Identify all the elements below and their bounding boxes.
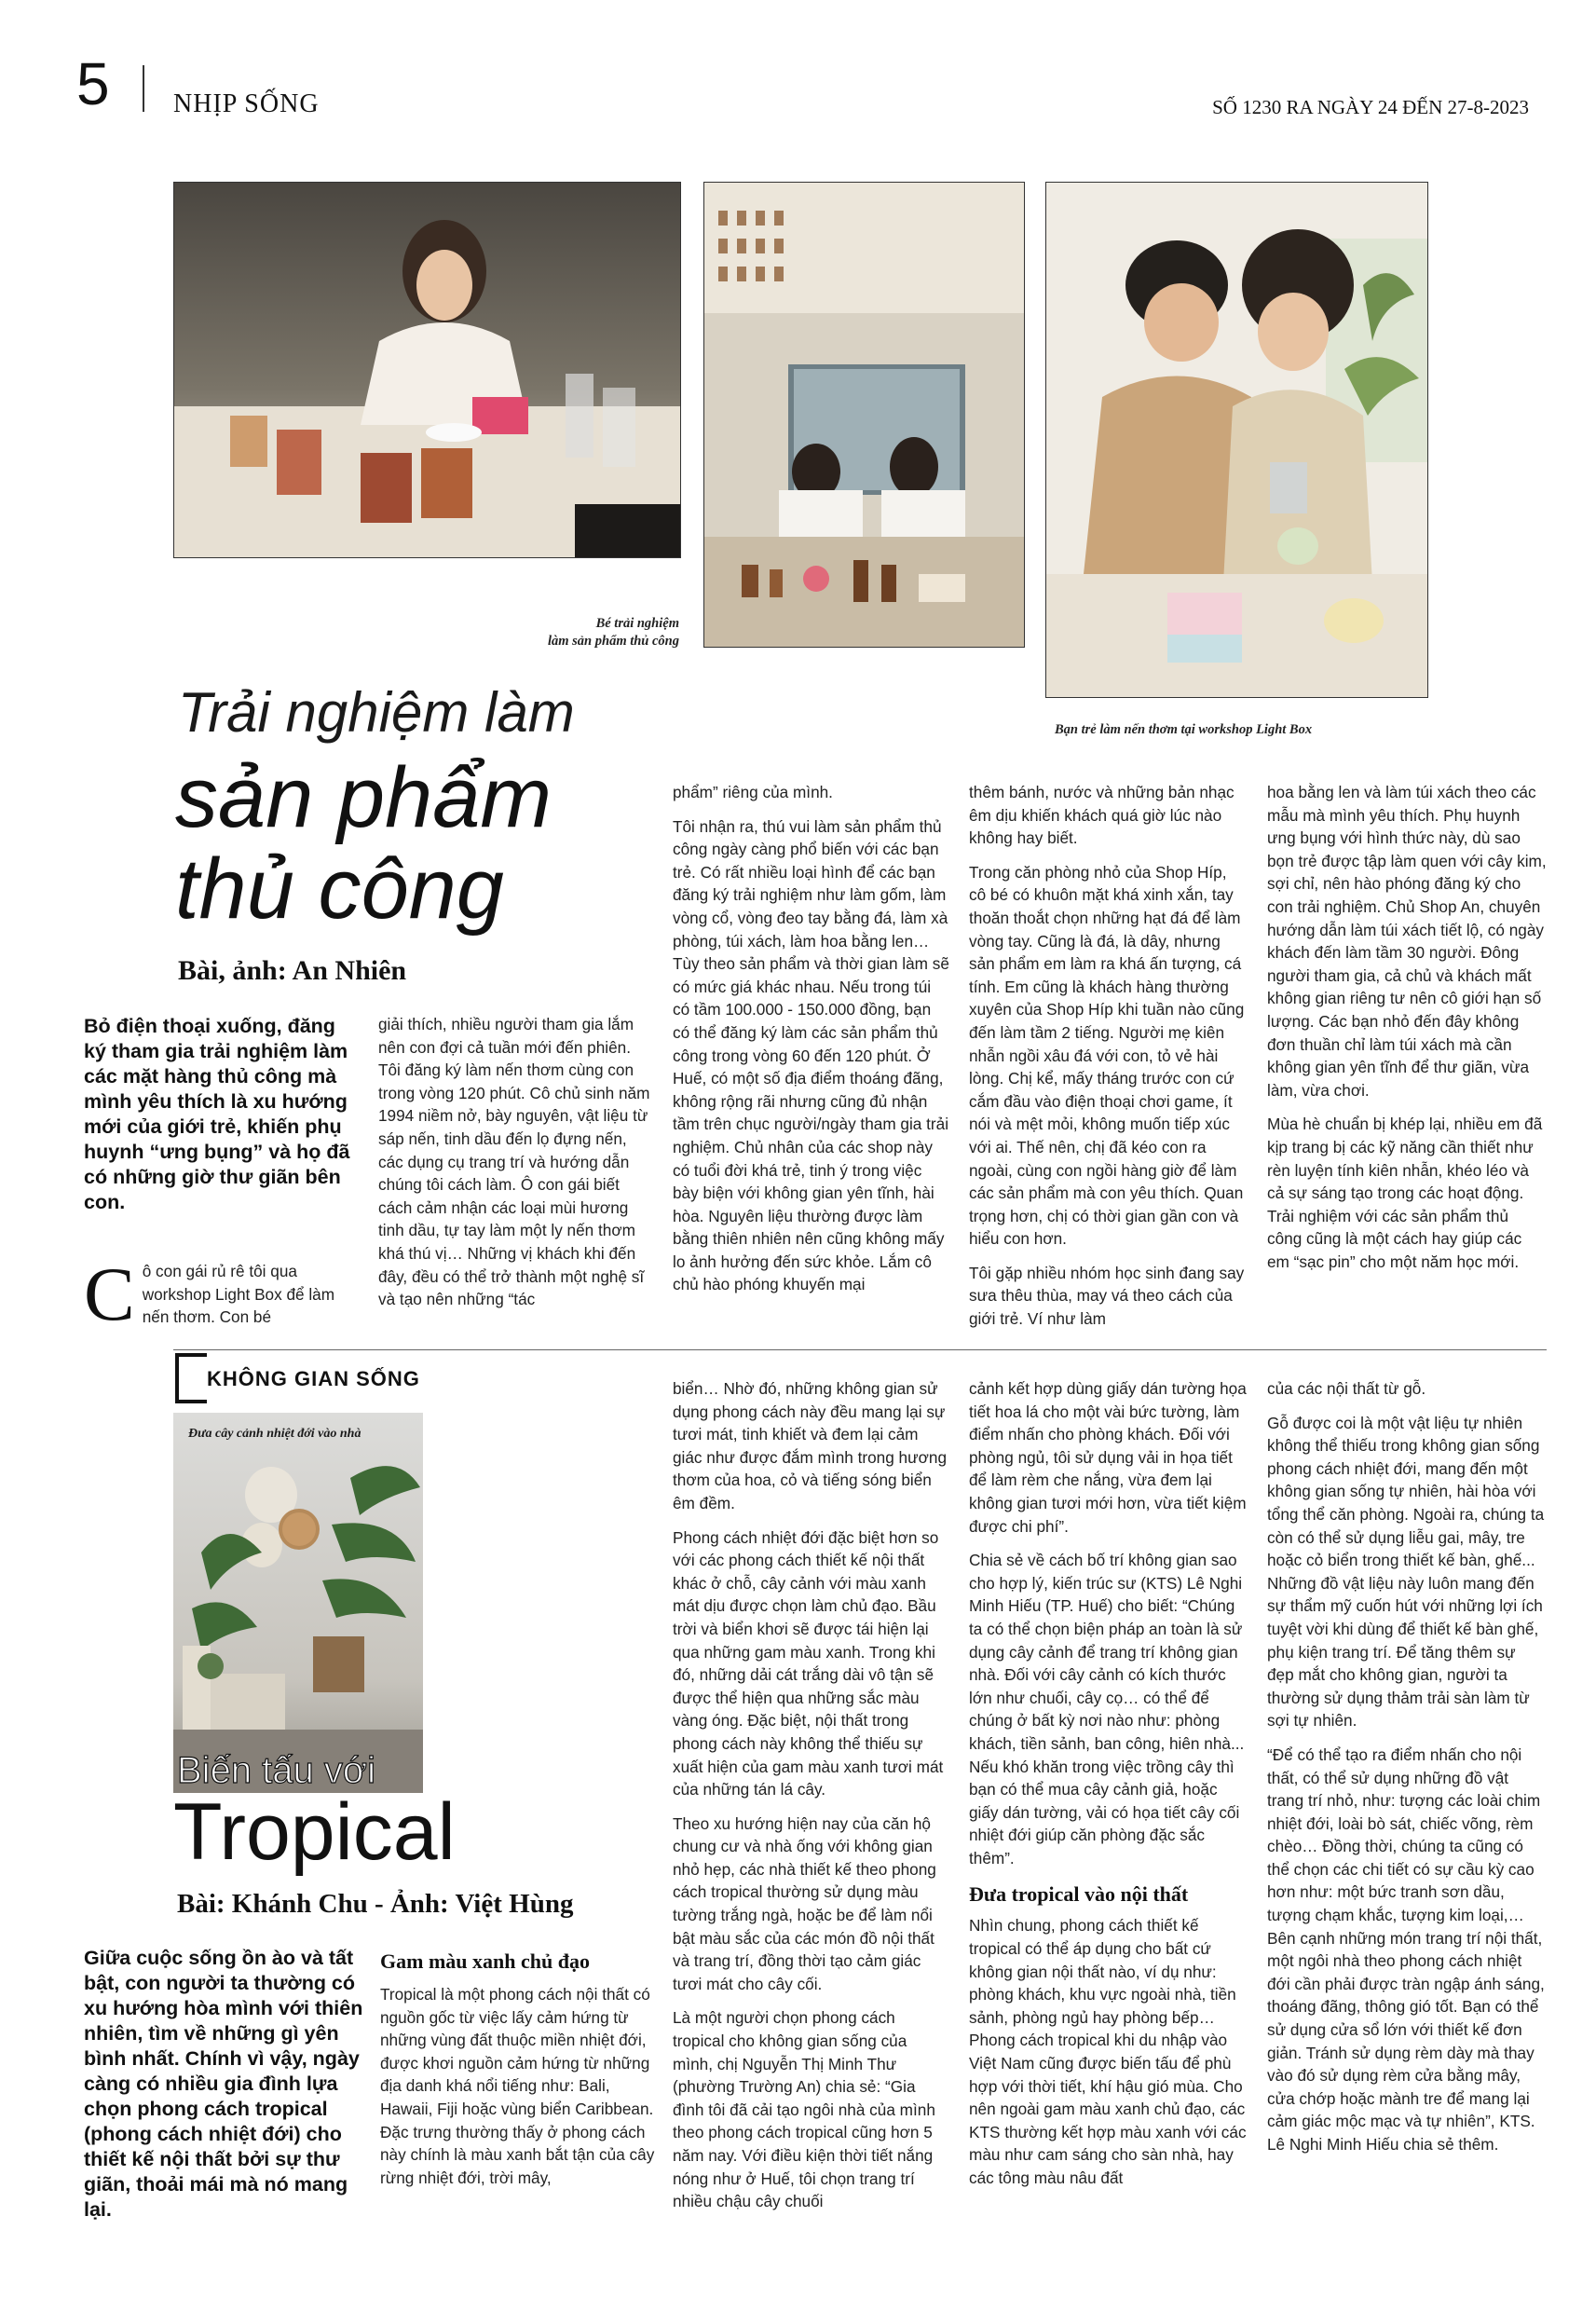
article-lead: Bỏ điện thoại xuống, đăng ký tham gia trải nghiệm làm các mặt hàng thủ công mà mình yêu thích là xu hướng mới của giới trẻ, khiến phụ huynh “ưng bụng” và họ đã có những giờ thư giãn bên con. bbox=[84, 1015, 350, 1213]
header-divider bbox=[143, 65, 144, 112]
paragraph: giải thích, nhiều người tham gia lắm nên con đợi cả tuần mới đến phiên. Tôi đăng ký làm nến thơm cùng con trong vòng 120 phút. Cô chủ sinh năm 1994 niềm nở, bày nguyên, vật liệu từ sáp nến, tinh dầu đến lọ đựng nến, các dụng cụ trang trí và hướng dẫn chúng tôi cách làm. Ô con gái biết cách cảm nhận các loại mùi hương tinh dầu, tự tay làm một ly nến thơm khá thú vị… Những vị khách khi đến đây, đều có thể trở thành một nghệ sĩ và tạo nên những “tác bbox=[378, 1015, 650, 1309]
article-col-4 bbox=[969, 781, 1247, 1342]
paragraph: “Để có thể tạo ra điểm nhấn cho nội thất, có thể sử dụng những đồ vật trang trí nhỏ, như: tượng các loài chim nhiệt đới, loài bò sát, chiếc võng, rèm chèo… Đồng thời, chúng ta cũng có thể chọn các chi tiết có sự cầu kỳ cao hơn như: một bức tranh sơn dầu, tượng chạm khắc, tượng kim loại,… Bên cạnh những món trang trí nội thất, một ngôi nhà theo phong cách nhiệt đới cần phải được tràn ngập ánh sáng, thoáng đãng, thông gió tốt. Bạn có thể sử dụng cửa sổ lớn với thiết kế đơn giản. Tránh sử dụng rèm dày mà thay vào đó sử dụng rèm cửa bằng mây, cửa chớp hoặc mành tre để mang lại cảm giác mộc mạc và tự nhiên”, KTS. Lê Nghi Minh Hiếu chia sẻ thêm. bbox=[1267, 1744, 1545, 2154]
paragraph: Là một người chọn phong cách tropical cho không gian sống của mình, chị Nguyễn Thị Minh Thư (phường Trường An) chia sẻ: “Gia đình tôi đã cải tạo ngôi nhà của mình theo phong cách tropical cũng hơn 5 năm nay. Với điều kiện thời tiết nắng nóng như ở Huế, tôi chọn trang trí nhiều chậu cây chuối bbox=[673, 2008, 935, 2211]
article-dropcap-paragraph bbox=[84, 1252, 354, 1336]
caption-1-line-2: làm sản phẩm thủ công bbox=[547, 634, 679, 649]
article-col-5 bbox=[1267, 781, 1547, 1284]
article-title-line-2: sản phẩm bbox=[175, 750, 552, 845]
paragraph: biển… Nhờ đó, những không gian sử dụng phong cách này đều mang lại sự tươi mát, tinh khiết và đem lại cảm giác như được đắm mình trong hương thơm của hoa, cỏ và tiếng sóng biển êm đềm. bbox=[673, 1379, 948, 1512]
photo-caption-3: Đưa cây cảnh nhiệt đới vào nhà bbox=[188, 1427, 361, 1441]
dropcap-rest: ô con gái rủ rê tôi qua workshop Light Box để làm nến thơm. Con bé bbox=[142, 1262, 335, 1327]
issue-info: SỐ 1230 RA NGÀY 24 ĐẾN 27-8-2023 bbox=[1212, 96, 1529, 118]
article-col-3 bbox=[673, 781, 950, 1307]
article-col-2 bbox=[378, 1013, 656, 1322]
paragraph: Trong căn phòng nhỏ của Shop Híp, cô bé có khuôn mặt khá xinh xắn, tay thoăn thoắt chọn những hạt đá để làm vòng tay. Cũng là đá, là dây, nhưng sản phẩm em làm ra khá ấn tượng, cá tính. Em cũng là khách hàng thường xuyên của Shop Híp khi tuần nào cũng đến làm tầm 2 tiếng. Người mẹ kiên nhẫn ngồi xâu đá với con, tỏ vẻ hài lòng. Chị kể, mấy tháng trước con cứ cắm đầu vào điện thoại chơi game, ít nói và mệt mỏi, không muốn tiếp xúc với ai. Thế nên, chị đã kéo con ra ngoài, cùng con ngồi hàng giờ để làm các sản phẩm mà con yêu thích. Quan trọng hơn, chị có thời gian gần con và hiểu con hơn. bbox=[969, 862, 1245, 1249]
paragraph: hoa bằng len và làm túi xách theo các mẫu mà mình yêu thích. Phụ huynh ưng bụng với hình thức này, dù sao bọn trẻ được tập làm quen với cây kim, sợi chỉ, nên hào phóng đăng ký cho con trải nghiệm. Chủ Shop An, chuyên hướng dẫn làm túi xách tiết lộ, có ngày khách đến làm tầm 30 người. Đông người tham gia, cả chủ và khách mất không gian riêng tư nên cô giới hạn số lượng. Các bạn nhỏ đến đây không đơn thuần chỉ làm túi xách mà cần không gian yên tĩnh để thư giãn, vừa làm, vừa chơi. bbox=[1267, 783, 1547, 1100]
paragraph: thêm bánh, nước và những bản nhạc êm dịu khiến khách quá giờ lúc nào không hay biết. bbox=[969, 783, 1235, 848]
caption-1-line-1: Bé trải nghiệm bbox=[595, 616, 679, 631]
paragraph: Tôi gặp nhiều nhóm học sinh đang say sưa thêu thùa, may vá theo cách của giới trẻ. Ví như làm bbox=[969, 1263, 1245, 1329]
photo-couple-candle bbox=[1045, 182, 1428, 698]
article2-col-5 bbox=[1267, 1377, 1547, 2168]
article-title-line-1: Trải nghiệm làm bbox=[178, 681, 575, 744]
page-number: 5 bbox=[76, 50, 110, 117]
section-name: NHỊP SỐNG bbox=[173, 89, 320, 118]
paragraph: Chia sẻ về cách bố trí không gian sao cho hợp lý, kiến trúc sư (KTS) Lê Nghi Minh Hiếu (TP. Huế) cho biết: “Chúng ta có thể chọn biện pháp an toàn là sử dụng cây cảnh để trang trí không gian nhà. Đối với cây cảnh có kích thước lớn như chuối, cây cọ… có thể để chúng ở bất kỳ nơi nào như: phòng khách, tiền sảnh, ban công, hiên nhà... Nếu khó khăn trong việc trồng cây thì bạn có thể mua cây cảnh giả, hoặc giấy dán tường, vải có họa tiết cây cối nhiệt đới giúp căn phòng đặc sắc thêm”. bbox=[969, 1551, 1245, 1867]
article-byline: Bài, ảnh: An Nhiên bbox=[178, 955, 407, 986]
article-title-line-3: thủ công bbox=[175, 841, 504, 937]
paragraph: Nhìn chung, phong cách thiết kế tropical có thể áp dụng cho bất cứ không gian nội thất nào, ví dụ như: phòng khách, khu vực ngoài nhà, tiền sảnh, phòng ngủ hay phòng bếp… Phong cách tropical khi du nhập vào Việt Nam cũng được biến tấu để phù hợp với thời tiết, khí hậu gió mùa. Cho nên ngoài gam màu xanh chủ đạo, các KTS thường kết hợp màu xanh với các màu như cam sáng cho sàn nhà, hay các tông màu nâu đất bbox=[969, 1916, 1247, 2187]
dropcap: C bbox=[84, 1252, 135, 1336]
paragraph: Tôi nhận ra, thú vui làm sản phẩm thủ công ngày càng phổ biến với các bạn trẻ. Có rất nhiều loại hình để các bạn đăng ký trải nghiệm như làm gốm, làm vòng cổ, vòng đeo tay bằng đá, làm xà phòng, túi xách, làm hoa bằng len… Tùy theo sản phẩm và thời gian làm sẽ có mức giá khác nhau. Nếu trong túi có tầm 100.000 - 150.000 đồng, bạn có thể đăng ký làm các sản phẩm thủ công trong vòng 60 đến 120 phút. Ở Huế, có một số địa điểm thoáng đãng, không rộng rãi nhưng cũng đủ nhận tầm trên chục người/ngày tham gia trải nghiệm. Chủ nhân của các shop này có tuổi đời khá trẻ, tinh ý trong việc bày biện với không gian yên tĩnh, hài hòa. Nguyên liệu thường được làm bằng thiên nhiên nên cũng không mấy lo ảnh hưởng đến sức khỏe. Lắm cô chủ hào phóng khuyến mại bbox=[673, 816, 949, 1294]
paragraph: cảnh kết hợp dùng giấy dán tường họa tiết hoa lá cho một vài bức tường, làm điểm nhấn cho phòng khách. Đối với phòng ngủ, tôi sử dụng vải in họa tiết để làm rèm che nắng, vừa đem lại không gian tươi mới hơn, vừa tiết kiệm được chi phí”. bbox=[969, 1379, 1247, 1536]
section-label: KHÔNG GIAN SỐNG bbox=[207, 1367, 420, 1390]
article2-title-line-1: Biến tấu với bbox=[177, 1750, 376, 1791]
photo-tropical-interior bbox=[173, 1413, 423, 1793]
section-label-box bbox=[175, 1353, 207, 1403]
subheading-green-tones: Gam màu xanh chủ đạo bbox=[380, 1949, 590, 1973]
paragraph: Mùa hè chuẩn bị khép lại, nhiều em đã kịp trang bị các kỹ năng cần thiết như rèn luyện tính kiên nhẫn, khéo léo và cả sự sáng tạo trong các hoạt động. Trải nghiệm với các sản phẩm thủ công cũng là một cách hay giúp các em “sạc pin” cho một năm học mới. bbox=[1267, 1115, 1543, 1271]
paragraph: Gỗ được coi là một vật liệu tự nhiên không thể thiếu trong không gian sống phong cách nhiệt đới, mang đến một không gian sống tự nhiên, hài hòa với tổng thể căn phòng. Ngoài ra, chúng ta còn có thể sử dụng liễu gai, mây, tre hoặc cỏ biển trong thiết kế bàn, ghế... Những đồ vật liệu này luôn mang đến sự thẩm mỹ cuốn hút với những lợi ích tuyệt vời khi dùng để thiết kế bàn ghế, phụ kiện trang trí. Để tăng thêm sự đẹp mắt cho không gian, người ta thường sử dụng thảm trải sàn làm từ sợi tự nhiên. bbox=[1267, 1413, 1545, 1731]
article2-lead: Giữa cuộc sống ồn ào và tất bật, con người ta thường có xu hướng hòa mình với thiên nhiên, tìm về những gì yên bình nhất. Chính vì vậy, ngày càng có nhiều gia đình lựa chọn phong cách tropical (phong cách nhiệt đới) cho thiết kế nội thất bởi sự thư giãn, thoải mái mà nó mang lại. bbox=[84, 1947, 363, 2221]
subheading-tropical-interior: Đưa tropical vào nội thất bbox=[969, 1882, 1189, 1907]
article2-title-line-2: Tropical bbox=[173, 1787, 456, 1877]
paragraph: Theo xu hướng hiện nay của căn hộ chung cư và nhà ống với không gian nhỏ hẹp, các nhà thiết kế theo phong cách tropical thường sử dụng màu tường trắng ngà, hoặc be để làm nổi bật màu sắc của các món đồ nội thất và trang trí, đồng thời tạo cảm giác tươi mát cho cây cối. bbox=[673, 1813, 936, 1993]
article2-col-2 bbox=[380, 1948, 656, 2200]
paragraph: Phong cách nhiệt đới đặc biệt hơn so với các phong cách thiết kế nội thất khác ở chỗ, cây cảnh với màu xanh mát dịu được chọn làm chủ đạo. Bầu trời và biển khơi sẽ được tái hiện lại qua những gam màu xanh. Trong khi đó, những dải cát trắng dài vô tận sẽ được thể hiện qua những sắc màu vàng óng. Đặc biệt, nội thất trong phong cách này không thể thiếu sự xuất hiện của gam màu xanh tươi mát của những tán lá cây. bbox=[673, 1527, 944, 1799]
photo-students-workshop bbox=[703, 182, 1025, 648]
paragraph: của các nội thất từ gỗ. bbox=[1267, 1379, 1426, 1398]
article2-byline: Bài: Khánh Chu - Ảnh: Việt Hùng bbox=[177, 1889, 574, 1919]
article2-col-3 bbox=[673, 1377, 950, 2224]
paragraph: phẩm” riêng của mình. bbox=[673, 783, 833, 801]
section-divider bbox=[173, 1349, 1547, 1350]
article2-col-4 bbox=[969, 1377, 1247, 2201]
photo-caption-2: Bạn trẻ làm nến thơm tại workshop Light Box bbox=[1055, 722, 1313, 737]
photo-caption-1 bbox=[484, 615, 679, 650]
paragraph: Tropical là một phong cách nội thất có nguồn gốc từ việc lấy cảm hứng từ những vùng đất thuộc miền nhiệt đới, được khơi nguồn cảm hứng từ những địa danh khá nổi tiếng như: Bali, Hawaii, Fiji hoặc vùng biển Caribbean. Đặc trưng thường thấy ở phong cách này chính là màu xanh bắt tận của cây rừng nhiệt đới, trời mây, bbox=[380, 1985, 655, 2187]
photo-girl-making-candles bbox=[173, 182, 681, 558]
